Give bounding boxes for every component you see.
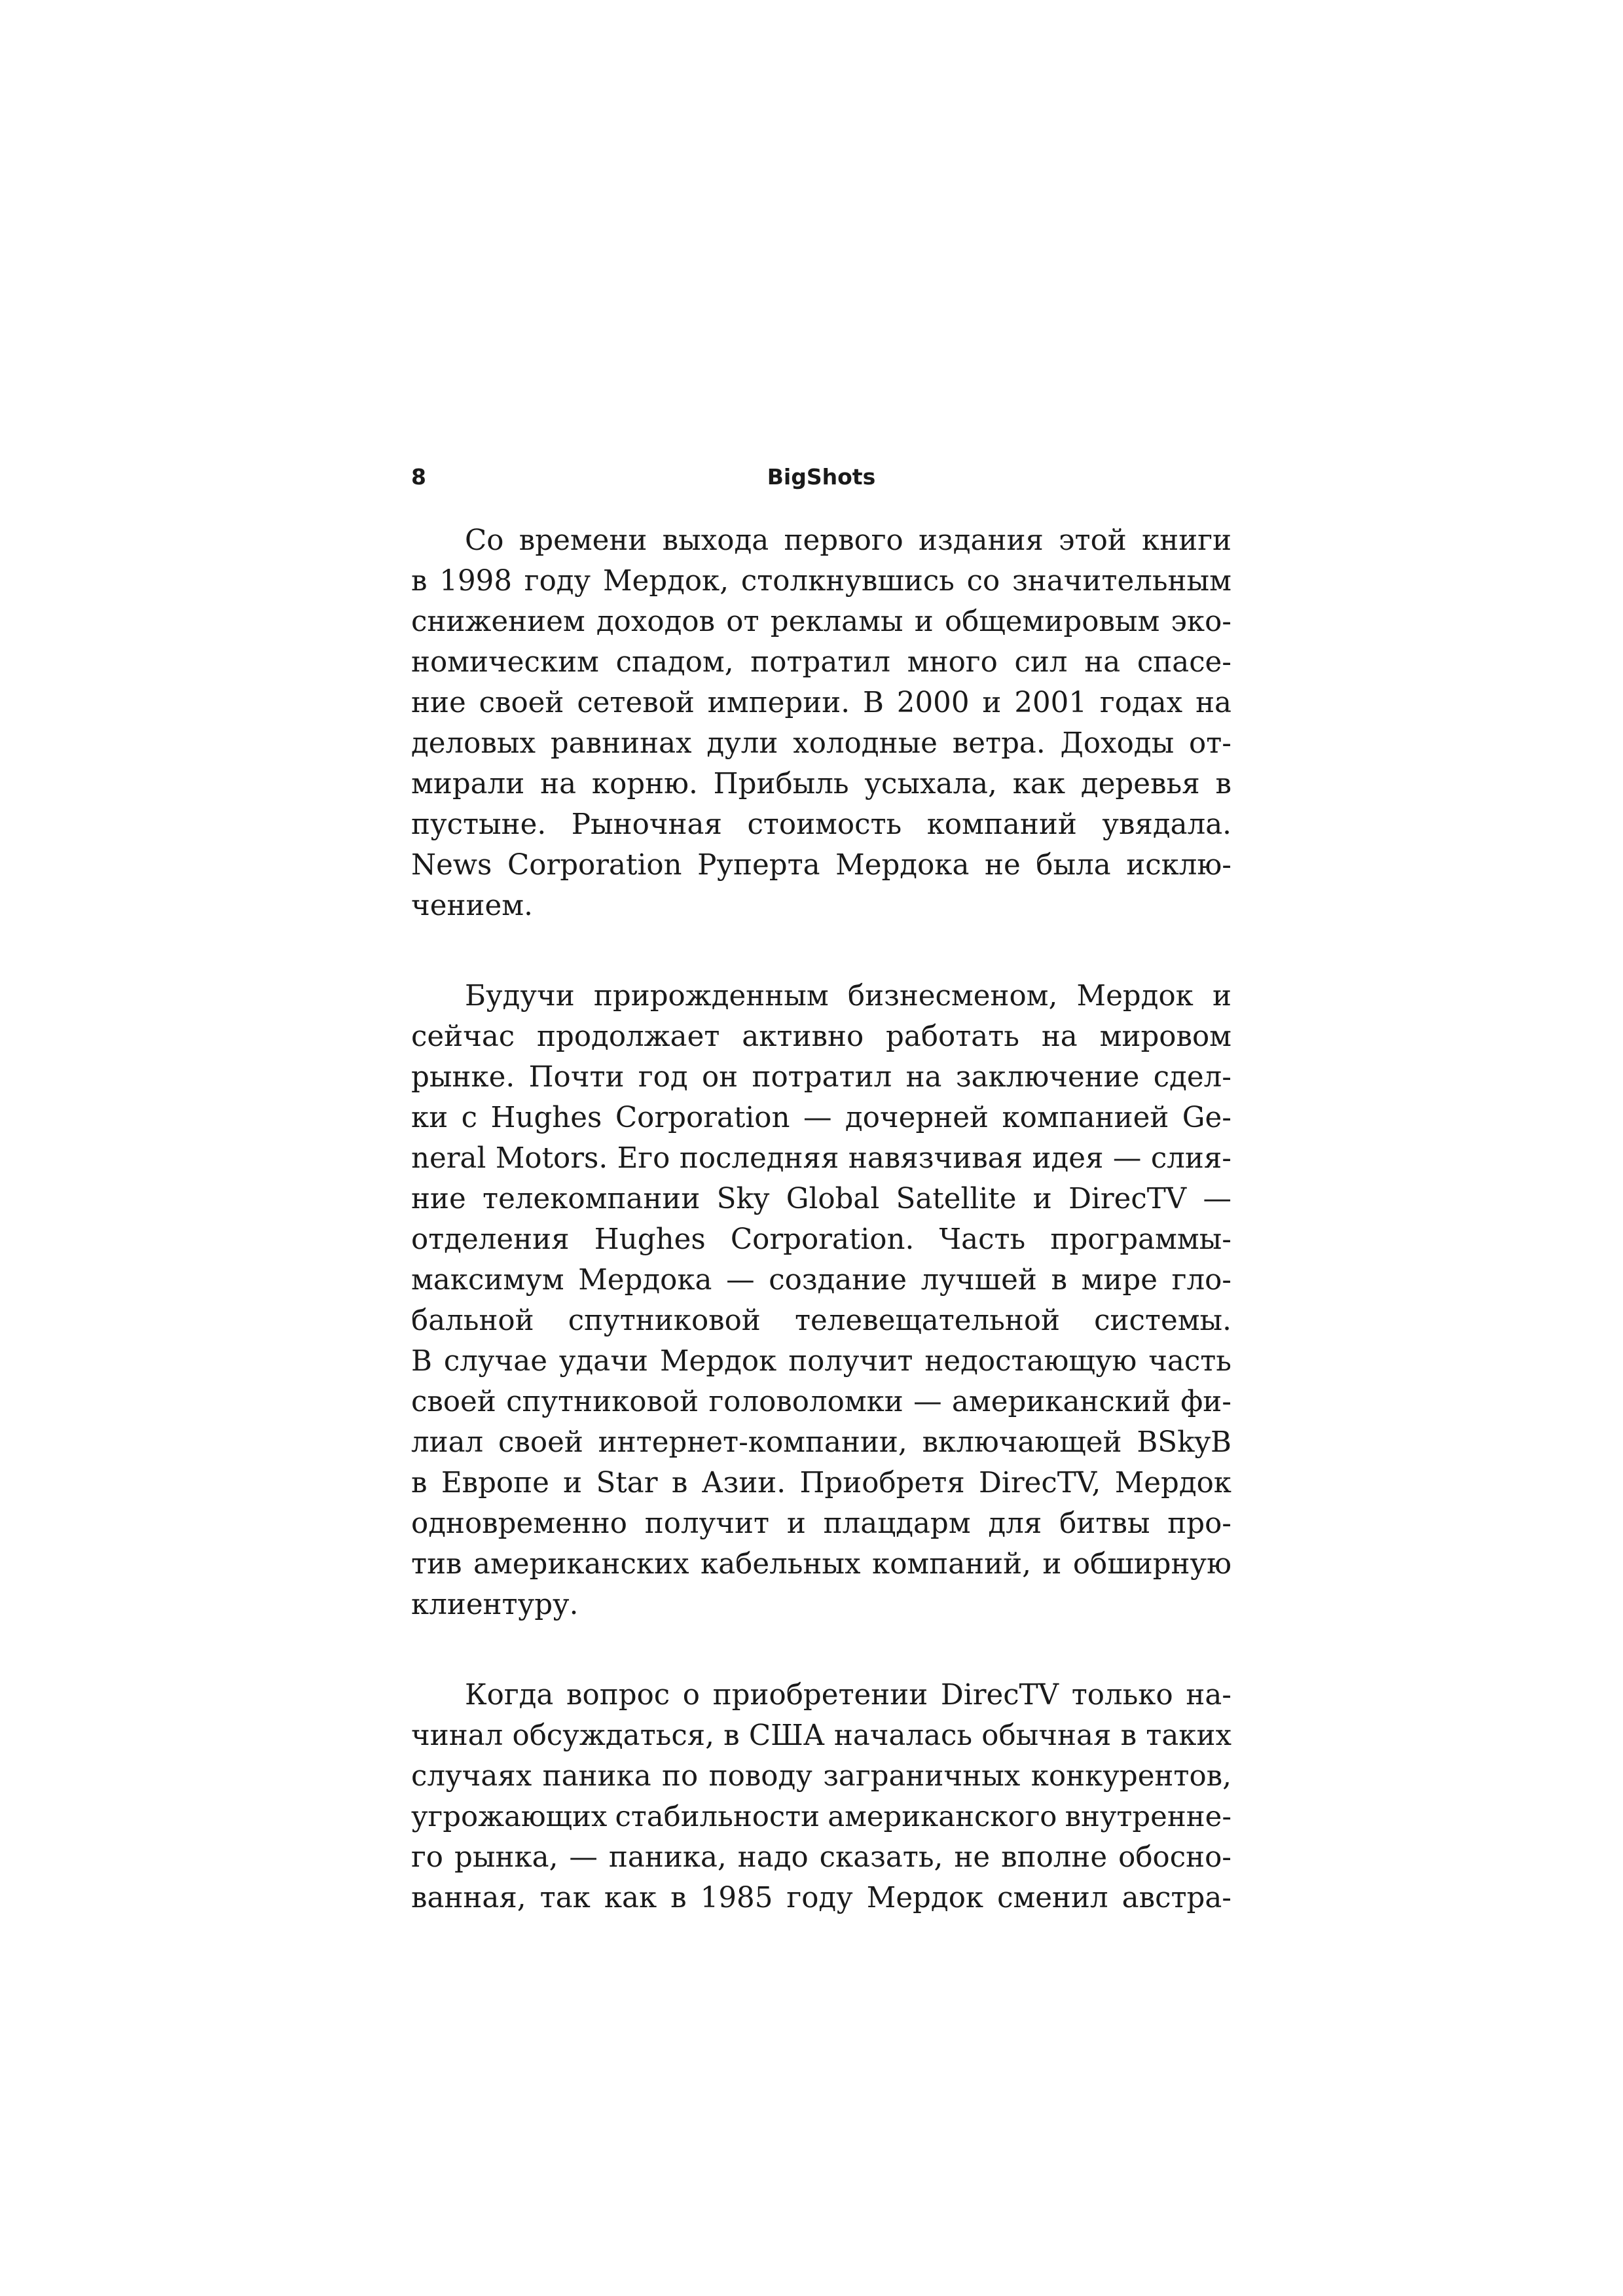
text-line: лиал своей интернет-компании, включающей BSkyB [411,1426,1231,1459]
paragraph-2 [411,976,1231,1625]
text-line: бальной спутниковой телевещательной системы. [411,1304,1231,1337]
text-line: Будучи прирожденным бизнесменом, Мердок и [465,980,1231,1013]
text-line: мирали на корню. Прибыль усыхала, как деревья в [411,768,1231,800]
text-line: своей спутниковой головоломки — американский фи- [411,1386,1231,1418]
text-line: пустыне. Рыночная стоимость компаний увядала. [411,808,1231,841]
text-line: максимум Мердока — создание лучшей в мире гло- [411,1264,1231,1297]
text-line: номическим спадом, потратил много сил на спасе- [411,646,1231,679]
text-line: чением. [411,889,533,922]
text-line: тив американских кабельных компаний, и обширную [411,1548,1231,1581]
page-number: 8 [411,464,426,490]
text-line: сейчас продолжает активно работать на мировом [411,1020,1231,1053]
text-line: Со времени выхода первого издания этой книги [465,524,1231,557]
text-line: го рынка, — паника, надо сказать, не вполне обосно- [411,1841,1231,1874]
text-line: клиентуру. [411,1588,579,1621]
text-line: одновременно получит и плацдарм для битвы про- [411,1507,1231,1540]
text-line: рынке. Почти год он потратил на заключение сдел- [411,1061,1231,1094]
text-line: в Европе и Star в Азии. Приобретя DirecTV, Мердок [411,1467,1231,1499]
text-line: деловых равнинах дули холодные ветра. Доходы от- [411,727,1231,760]
text-line: ние телекомпании Sky Global Satellite и DirecTV — [411,1183,1231,1215]
paragraph-1 [411,520,1231,926]
text-line: ки с Hughes Corporation — дочерней компанией Ge- [411,1102,1231,1134]
book-title: BigShots [767,464,876,490]
text-line: чинал обсуждаться, в США началась обычная в таких [411,1719,1231,1752]
text-line: ванная, так как в 1985 году Мердок сменил австра- [411,1882,1231,1914]
text-line: в 1998 году Мердок, столкнувшись со значительным [411,565,1231,598]
text-line: ние своей сетевой империи. В 2000 и 2001 годах на [411,687,1231,719]
text-line: угрожающих стабильности американского внутренне- [411,1801,1231,1833]
text-line: News Corporation Руперта Мердока не была исклю- [411,849,1231,882]
text-line: neral Motors. Его последняя навязчивая идея — слия- [411,1142,1231,1175]
running-head [411,461,1231,493]
body-text [411,520,1231,1918]
text-line: снижением доходов от рекламы и общемировым эко- [411,605,1231,638]
text-line: Когда вопрос о приобретении DirecTV только на- [465,1679,1231,1712]
text-line: отделения Hughes Corporation. Часть программы- [411,1223,1231,1256]
paragraph-3 [411,1675,1231,1918]
text-line: случаях паника по поводу заграничных конкурентов, [411,1760,1231,1793]
text-line: В случае удачи Мердок получит недостающую часть [411,1345,1231,1378]
